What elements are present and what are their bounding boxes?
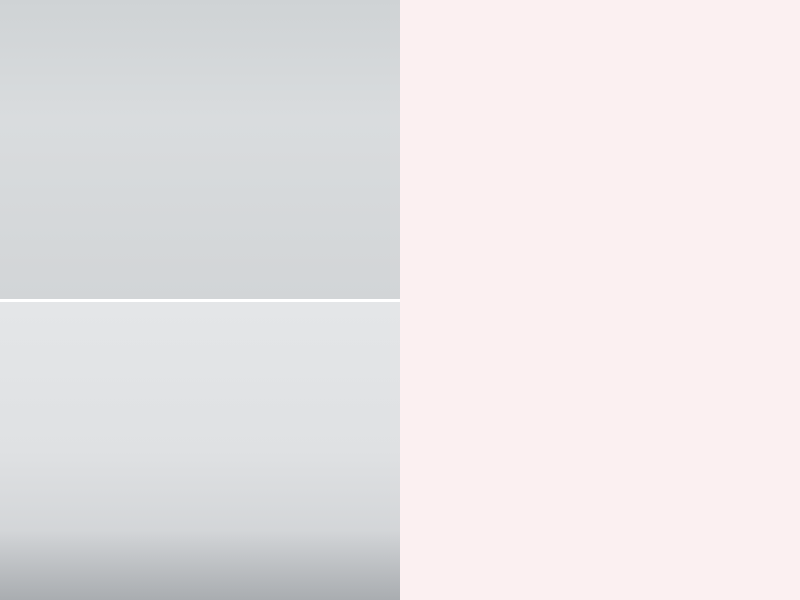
appetizer-menu-photo: [0, 0, 400, 299]
menu-panel: [400, 0, 800, 600]
wine-menu-photo: [0, 302, 400, 600]
photo-shadow: [0, 530, 400, 600]
